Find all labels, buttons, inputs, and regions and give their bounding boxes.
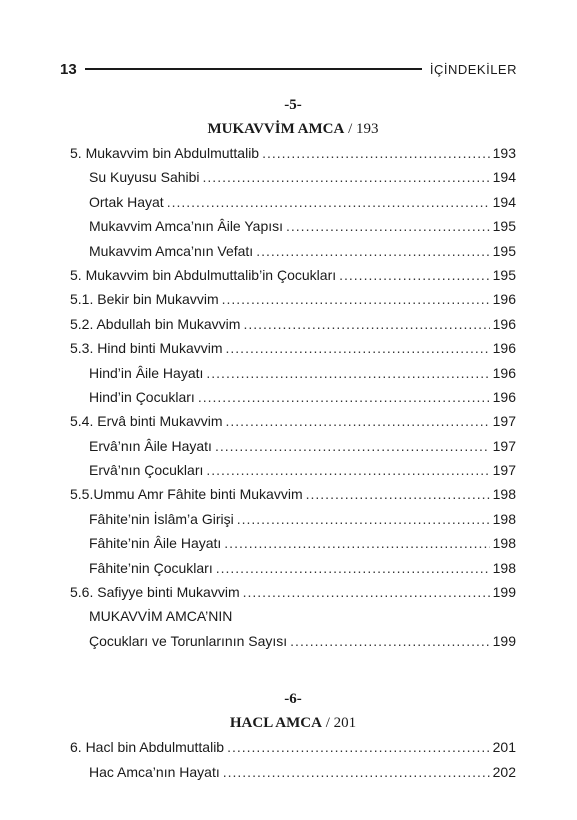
toc-leader-dots	[290, 629, 489, 653]
toc-leader-dots	[226, 409, 490, 433]
toc-leader-dots	[222, 287, 490, 311]
toc-entry-page: 196	[492, 291, 516, 308]
toc-entry-page: 198	[492, 535, 516, 552]
toc-entry[interactable]	[70, 434, 516, 458]
chapter-title	[70, 117, 516, 141]
toc-leader-dots	[243, 312, 489, 336]
toc-entry-title: 6. Hacl bin Abdulmuttalib	[70, 739, 225, 756]
toc-entry[interactable]	[70, 336, 516, 360]
toc-entry-page: 194	[492, 169, 516, 186]
toc-entry[interactable]	[70, 507, 516, 531]
toc-entry-title: Fâhite’nin İslâm’a Girişi	[89, 510, 234, 527]
toc-entry[interactable]	[70, 287, 516, 311]
toc-entry-title: Hind’in Âile Hayatı	[89, 364, 204, 381]
toc-entry-title: 5. Mukavvim bin Abdulmuttalib	[70, 145, 260, 161]
toc-entry-title: Çocukları ve Torunlarının Sayısı	[89, 632, 288, 649]
toc-entry-title: Su Kuyusu Sahibi	[89, 169, 200, 186]
toc-entry-page: 194	[492, 193, 516, 210]
toc-entry-page: 202	[492, 763, 516, 780]
toc-entry-title: Mukavvim Amca’nın Âile Yapısı	[89, 218, 284, 235]
toc-entry-page: 193	[492, 145, 516, 161]
toc-leader-dots	[167, 190, 490, 214]
toc-entry-page: 201	[492, 739, 516, 756]
toc-entry[interactable]	[70, 580, 516, 604]
toc-entry[interactable]	[70, 239, 516, 263]
toc-entry[interactable]	[70, 629, 516, 653]
toc-entry-page: 198	[492, 486, 516, 503]
toc-entry-page: 199	[492, 584, 516, 601]
page-number: 13	[60, 60, 77, 78]
table-of-contents	[70, 93, 516, 784]
header-rule	[85, 68, 422, 70]
toc-entry-title: Hac Amca’nın Hayatı	[89, 763, 220, 780]
toc-entry-page: 197	[492, 413, 516, 430]
toc-entry-title: Ortak Hayat	[89, 193, 164, 210]
toc-leader-dots	[206, 458, 489, 482]
toc-entry[interactable]	[70, 214, 516, 238]
toc-leader-dots	[256, 239, 489, 263]
chapter-title-separator: /	[344, 121, 356, 137]
toc-entry-title: 5.2. Abdullah bin Mukavvim	[70, 315, 241, 332]
toc-entry[interactable]	[70, 482, 516, 506]
toc-leader-dots	[203, 165, 490, 189]
toc-entry[interactable]	[70, 263, 516, 287]
toc-entry[interactable]	[70, 735, 516, 759]
toc-entry-title: Fâhite’nin Çocukları	[89, 559, 213, 576]
running-title: İÇİNDEKİLER	[429, 61, 517, 77]
toc-leader-dots	[237, 507, 490, 531]
toc-leader-dots	[339, 263, 490, 287]
toc-leader-dots	[215, 434, 490, 458]
toc-entry[interactable]	[70, 531, 516, 555]
toc-entry-page: 195	[492, 266, 516, 283]
toc-entry[interactable]	[70, 409, 516, 433]
chapter-entries	[70, 735, 516, 784]
toc-leader-dots	[198, 385, 490, 409]
toc-entry-page: 196	[492, 340, 516, 357]
toc-entry[interactable]	[70, 312, 516, 336]
chapter-number: -6-	[284, 691, 302, 708]
toc-entry-page: 196	[492, 315, 516, 332]
toc-entry-page: 199	[492, 632, 516, 649]
toc-entry-heading-line: MUKAVVİM AMCA’NIN	[89, 608, 233, 625]
toc-leader-dots	[243, 580, 490, 604]
toc-leader-dots	[223, 760, 490, 784]
toc-entry-title: 5.3. Hind binti Mukavvim	[70, 340, 223, 357]
toc-entry[interactable]	[70, 760, 516, 784]
toc-entry[interactable]	[70, 165, 516, 189]
toc-leader-dots	[216, 556, 490, 580]
toc-entry-page: 197	[492, 437, 516, 454]
chapter-title	[70, 711, 516, 735]
toc-leader-dots	[262, 141, 490, 165]
chapter-number: -5-	[284, 97, 302, 113]
toc-entry[interactable]	[70, 458, 516, 482]
running-header	[60, 59, 517, 79]
chapter-entries	[70, 141, 516, 604]
chapter-title-text: HACL AMCA	[229, 715, 322, 732]
toc-entry[interactable]	[70, 190, 516, 214]
toc-entry-page: 196	[492, 388, 516, 405]
toc-entry[interactable]	[70, 141, 516, 165]
toc-leader-dots	[224, 531, 489, 555]
toc-entry-title: 5.6. Safiyye binti Mukavvim	[70, 584, 240, 601]
toc-entry-title: 5. Mukavvim bin Abdulmuttalib’in Çocukları	[70, 266, 337, 283]
chapter-title-text: MUKAVVİM AMCA	[207, 121, 345, 137]
toc-entry[interactable]	[70, 361, 516, 385]
toc-entry-title: Fâhite’nin Âile Hayatı	[89, 535, 222, 552]
toc-entry-page: 198	[492, 559, 516, 576]
toc-entry-title: 5.4. Ervâ binti Mukavvim	[70, 413, 223, 430]
toc-entry-title: Ervâ’nın Âile Hayatı	[89, 437, 212, 454]
chapter-title-separator: /	[321, 715, 334, 732]
section-gap	[70, 653, 516, 687]
toc-leader-dots	[286, 214, 490, 238]
toc-entry-page: 197	[492, 462, 516, 479]
chapter-page: 193	[355, 121, 379, 137]
toc-entry[interactable]	[70, 385, 516, 409]
toc-leader-dots	[226, 336, 490, 360]
toc-entry-page: 195	[492, 242, 516, 259]
chapter-page: 201	[333, 715, 357, 732]
toc-entry[interactable]	[70, 556, 516, 580]
toc-entry-title: 5.1. Bekir bin Mukavvim	[70, 291, 219, 308]
toc-entry-title: Ervâ’nın Çocukları	[89, 462, 204, 479]
toc-leader-dots	[227, 735, 490, 759]
toc-leader-dots	[306, 482, 490, 506]
toc-leader-dots	[206, 361, 489, 385]
toc-entry-page: 195	[492, 218, 516, 235]
toc-entry-page: 198	[492, 510, 516, 527]
toc-entry-title: Hind’in Çocukları	[89, 388, 195, 405]
toc-entry-title: Mukavvim Amca’nın Vefatı	[89, 242, 254, 259]
toc-entry-page: 196	[492, 364, 516, 381]
toc-entry-title: 5.5.Ummu Amr Fâhite binti Mukavvim	[70, 486, 303, 503]
